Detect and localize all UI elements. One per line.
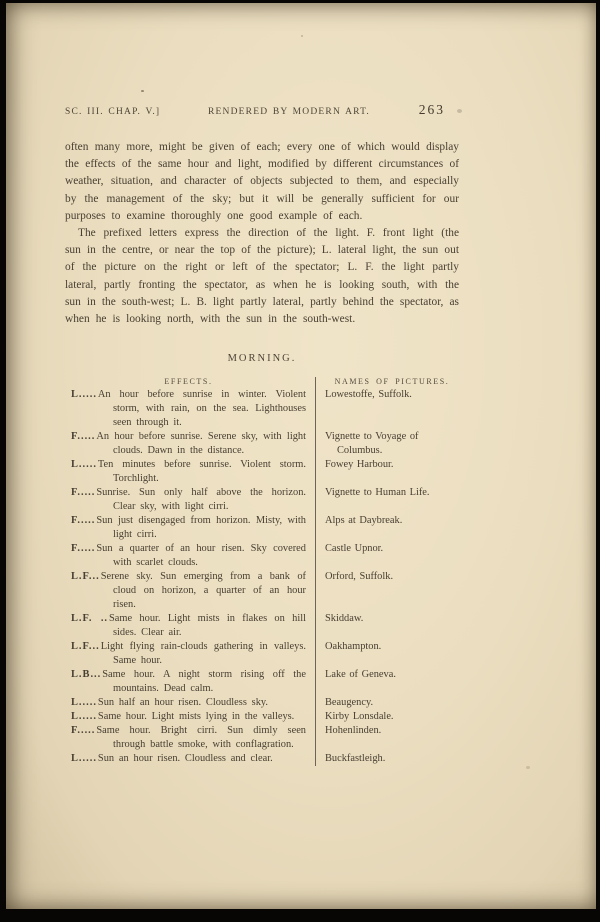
paper-speck: [526, 766, 530, 769]
effect-text: L.B...Same hour. A night storm rising off the mountains. Dead calm.: [71, 669, 306, 695]
effect-cell: [65, 612, 315, 640]
effect-cell: [65, 542, 315, 570]
book-page: [6, 3, 596, 909]
table-row: [65, 752, 459, 766]
picture-name: Skiddaw.: [325, 613, 364, 625]
effect-text: F.....Sun just disengaged from horizon. Misty, with light cirri.: [71, 515, 306, 541]
picture-name: Vignette to Voyage of Columbus.: [325, 431, 419, 457]
table-row: [65, 430, 459, 458]
effect-text: L.....Same hour. Light mists lying in the valleys.: [71, 711, 295, 723]
effect-cell: [65, 710, 315, 724]
picture-name-cell: [315, 458, 459, 486]
paper-speck: [141, 90, 144, 92]
light-direction-code: F.....: [71, 515, 96, 527]
effect-text: L.....An hour before sunrise in winter. Violent storm, with rain, on the sea. Lighthouses seen through it.: [71, 389, 306, 429]
effects-column-header: EFFECTS.: [164, 377, 213, 387]
picture-name-cell: [315, 710, 459, 724]
picture-name: Kirby Lonsdale.: [325, 711, 394, 723]
light-direction-code: L.....: [71, 389, 97, 401]
table-row: [65, 514, 459, 542]
picture-name-cell: [315, 430, 459, 458]
effect-text: F.....Sunrise. Sun only half above the horizon. Clear sky, with light cirri.: [71, 487, 306, 513]
light-direction-code: L.....: [71, 711, 97, 723]
picture-name: Lake of Geneva.: [325, 669, 396, 681]
picture-name-cell: [315, 542, 459, 570]
picture-name-cell: [315, 668, 459, 696]
picture-name-cell: [315, 612, 459, 640]
effect-cell: [65, 430, 315, 458]
effect-cell: [65, 458, 315, 486]
picture-name-cell: [315, 570, 459, 612]
picture-name: Buckfastleigh.: [325, 753, 386, 765]
effect-text: F.....An hour before sunrise. Serene sky, with light clouds. Dawn in the distance.: [71, 431, 306, 457]
section-heading: MORNING.: [227, 353, 297, 365]
chapter-label: SC. III. CHAP. V.]: [65, 107, 161, 117]
effect-cell: [65, 388, 315, 430]
effect-cell: [65, 696, 315, 710]
table-row: [65, 388, 459, 430]
effect-text: L.....Ten minutes before sunrise. Violent storm. Torchlight.: [71, 459, 306, 485]
picture-name-cell: [315, 752, 459, 766]
paper-speck: [301, 35, 303, 37]
picture-name-cell: [315, 696, 459, 710]
effect-text: F.....Same hour. Bright cirri. Sun dimly seen through battle smoke, with conflagration.: [71, 725, 306, 751]
body-text: [65, 139, 459, 328]
light-direction-code: L.....: [71, 697, 97, 709]
light-direction-code: L.F...: [71, 641, 100, 653]
effect-text: L.F. ..Same hour. Light mists in flakes on hill sides. Clear air.: [71, 613, 306, 639]
table-row: [65, 710, 459, 724]
table-row: [65, 570, 459, 612]
table-row: [65, 612, 459, 640]
effect-cell: [65, 486, 315, 514]
light-direction-code: L.F. ..: [71, 613, 109, 625]
table-row: [65, 542, 459, 570]
page-content: [65, 102, 459, 766]
picture-name: Hohenlinden.: [325, 725, 382, 737]
picture-name: Orford, Suffolk.: [325, 571, 394, 583]
effect-cell: [65, 514, 315, 542]
effect-cell: [65, 668, 315, 696]
running-header: [65, 102, 459, 118]
picture-name: Lowestoffe, Suffolk.: [325, 389, 412, 401]
picture-name: Castle Upnor.: [325, 543, 384, 555]
light-direction-code: F.....: [71, 543, 96, 555]
picture-name: Beaugency.: [325, 697, 374, 709]
picture-name-cell: [315, 724, 459, 752]
table-row: [65, 458, 459, 486]
effect-cell: [65, 752, 315, 766]
page-number: 263: [418, 102, 445, 117]
light-direction-code: L.....: [71, 459, 97, 471]
table-rows: [65, 388, 459, 766]
light-direction-code: F.....: [71, 725, 96, 737]
table-row: [65, 696, 459, 710]
effect-cell: [65, 570, 315, 612]
effect-text: F.....Sun a quarter of an hour risen. Sky covered with scarlet clouds.: [71, 543, 306, 569]
table-row: [65, 668, 459, 696]
picture-name: Vignette to Human Life.: [325, 487, 430, 499]
light-direction-code: F.....: [71, 487, 96, 499]
picture-name: Fowey Harbour.: [325, 459, 394, 471]
effect-text: L.....Sun half an hour risen. Cloudless sky.: [71, 697, 269, 709]
effect-cell: [65, 640, 315, 668]
picture-name-cell: [315, 640, 459, 668]
table-header-row: [65, 377, 459, 388]
effect-text: L.....Sun an hour risen. Cloudless and clear.: [71, 753, 273, 765]
picture-name: Alps at Daybreak.: [325, 515, 403, 527]
light-direction-code: L.B...: [71, 669, 102, 681]
picture-name-cell: [315, 388, 459, 430]
table-row: [65, 640, 459, 668]
effect-cell: [65, 724, 315, 752]
light-direction-code: F.....: [71, 431, 96, 443]
light-direction-code: L.F...: [71, 571, 100, 583]
picture-name-cell: [315, 486, 459, 514]
paragraph: The prefixed letters express the direction of the light. F. front light (the sun in the centre, or near the top of the picture); L. lateral light, the sun out of the picture on the right or left of the spectator; L. F. the light partly lateral, partly fronting the spectator, as when he is looking south, with the sun in the south-west; L. B. light partly lateral, partly behind the spectator, as when he is looking north, with the sun in the south-west.: [65, 227, 459, 326]
effect-text: L.F...Light flying rain-clouds gathering in valleys. Same hour.: [71, 641, 306, 667]
picture-name: Oakhampton.: [325, 641, 382, 653]
paragraph: often many more, might be given of each; every one of which would display the effects of the same hour and light, modified by different circumstances of weather, situation, and character of objects subjected to them, and especially by the management of the sky; but it will be generally sufficient for our purposes to examine thoroughly one good example of each.: [65, 141, 459, 222]
effect-text: L.F...Serene sky. Sun emerging from a bank of cloud on horizon, a quarter of an hour risen.: [71, 571, 306, 611]
table-row: [65, 724, 459, 752]
light-direction-code: L.....: [71, 753, 97, 765]
running-title: RENDERED BY MODERN ART.: [208, 107, 370, 117]
names-column-header: NAMES OF PICTURES.: [315, 377, 459, 388]
effects-table: [65, 377, 459, 766]
picture-name-cell: [315, 514, 459, 542]
table-row: [65, 486, 459, 514]
